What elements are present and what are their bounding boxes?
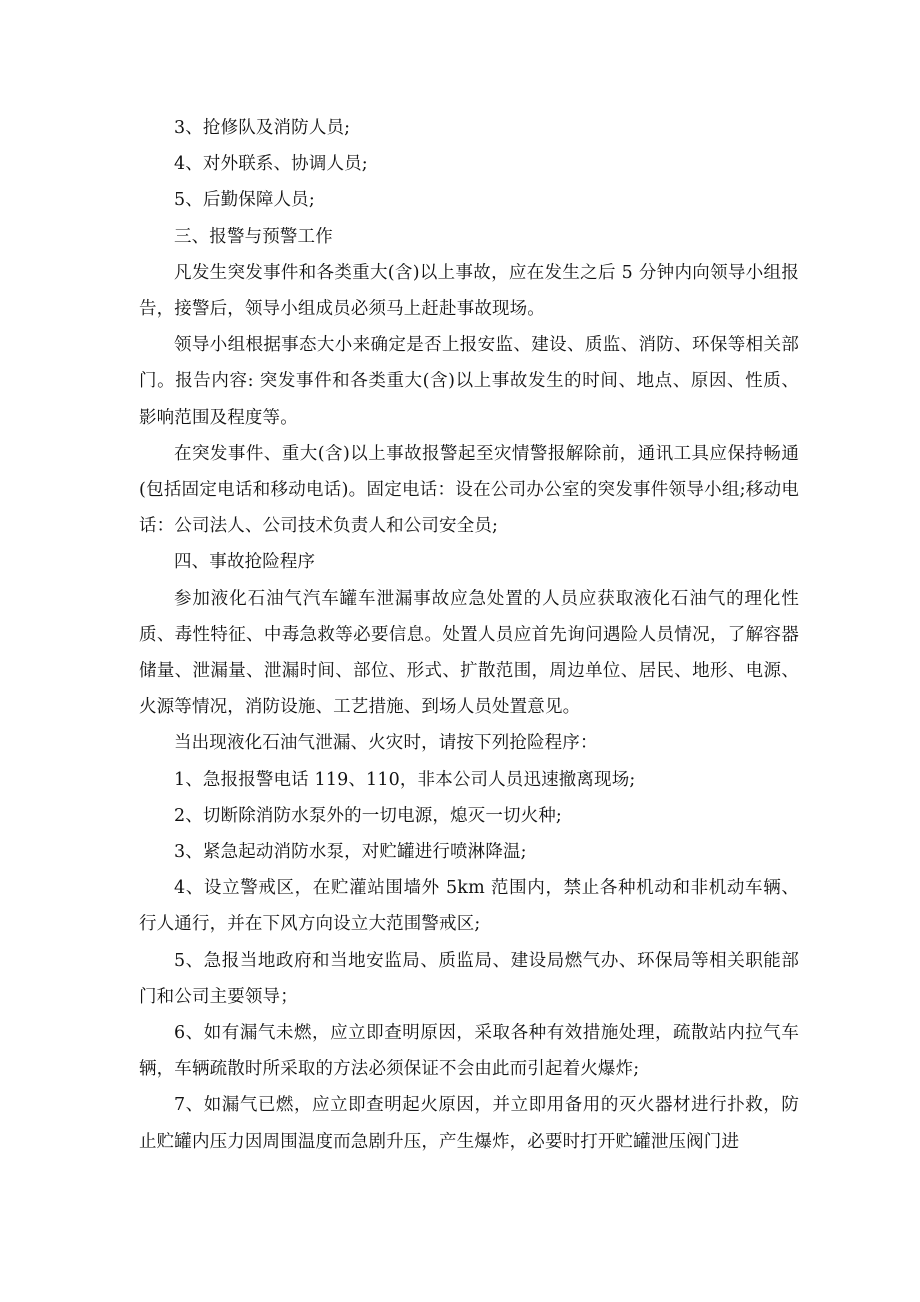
- procedure-step-7: 7、如漏气已燃，应立即查明起火原因，并立即用备用的灭火器材进行扑救，防止贮罐内压力因周围温度而急剧升压，产生爆炸，必要时打开贮罐泄压阀门进: [139, 1095, 799, 1152]
- section-heading-alarm: 三、报警与预警工作: [174, 226, 333, 247]
- procedure-step-5: 5、急报当地政府和当地安监局、质监局、建设局燃气办、环保局等相关职能部门和公司主要领导；: [139, 950, 799, 1007]
- paragraph-report-content: 领导小组根据事态大小来确定是否上报安监、建设、质监、消防、环保等相关部门。报告内容: 突发事件和各类重大(含)以上事故发生的时间、地点、原因、性质、影响范围及程度等。: [139, 335, 799, 428]
- procedure-step-2: 2、切断除消防水泵外的一切电源，熄灭一切火种;: [174, 805, 562, 826]
- procedure-step-4: 4、设立警戒区，在贮灌站围墙外 5km 范围内，禁止各种机动和非机动车辆、行人通行，并在下风方向设立大范围警戒区;: [139, 878, 799, 935]
- paragraph-communication: 在突发事件、重大(含)以上事故报警起至灾情警报解除前，通讯工具应保持畅通(包括固定电话和移动电话)。固定电话：设在公司办公室的突发事件领导小组;移动电话：公司法人、公司技术负责人和公司安全员;: [139, 443, 799, 537]
- list-item-external-liaison: 4、对外联系、协调人员;: [174, 154, 368, 175]
- paragraph-procedure-intro: 当出现液化石油气泄漏、火灾时，请按下列抢险程序：: [174, 733, 598, 754]
- procedure-step-1: 1、急报报警电话 119、110，非本公司人员迅速撤离现场;: [174, 769, 636, 790]
- paragraph-responder-info: 参加液化石油气汽车罐车泄漏事故应急处置的人员应获取液化石油气的理化性质、毒性特征、中毒急救等必要信息。处置人员应首先询问遇险人员情况，了解容器储量、泄漏量、泄漏时间、部位、形式、扩散范围，周边单位、居民、地形、电源、火源等情况，消防设施、工艺措施、到场人员处置意见。: [139, 588, 799, 718]
- paragraph-report-timing: 凡发生突发事件和各类重大(含)以上事故，应在发生之后 5 分钟内向领导小组报告，接警后，领导小组成员必须马上赶赴事故现场。: [139, 262, 799, 320]
- procedure-step-3: 3、紧急起动消防水泵，对贮罐进行喷淋降温;: [174, 842, 527, 863]
- list-item-rescue-team: 3、抢修队及消防人员;: [174, 118, 351, 138]
- document-body: [139, 110, 799, 1160]
- procedure-step-6: 6、如有漏气未燃，应立即查明原因，采取各种有效措施处理，疏散站内拉气车辆，车辆疏散时所采取的方法必须保证不会由此而引起着火爆炸;: [139, 1023, 799, 1080]
- section-heading-procedure: 四、事故抢险程序: [174, 552, 316, 573]
- list-item-logistics: 5、后勤保障人员;: [174, 190, 315, 211]
